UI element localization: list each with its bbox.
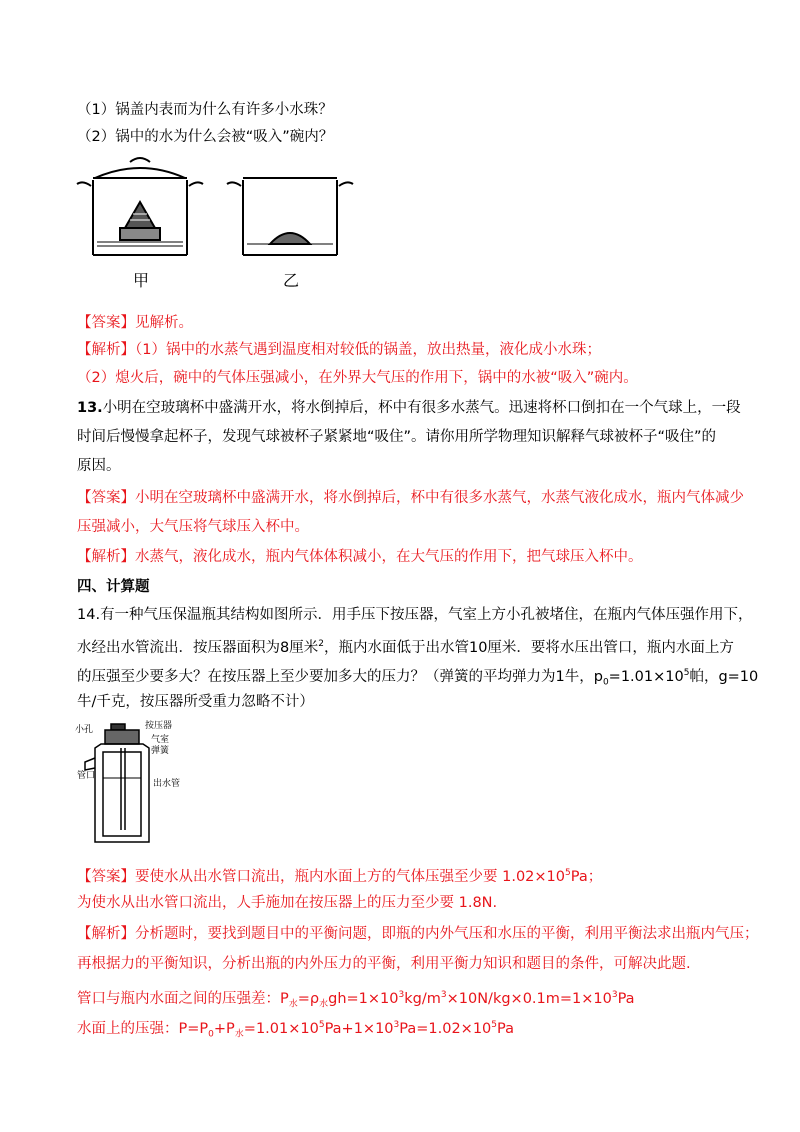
q14-answer-line2: 为使水从出水管口流出，人手施加在按压器上的压力至少要 1.8N. [77,895,498,911]
q13-line2: 时间后慢慢拿起杯子，发现气球被杯子紧紧地“吸住”。请你用所学物理知识解释气球被杯子“吸住”的 [77,429,717,445]
section-title: 四、计算题 [77,579,150,595]
formula-sup: 5 [491,1020,498,1030]
formula-part: Pa=1.02×10 [399,1020,492,1037]
pot-yi-drawing [227,178,353,255]
pot-figures [75,150,375,285]
q12-answer [77,313,193,333]
q14-line3-rest: 帕，g=10 [689,668,759,685]
q13-answer-line2: 压强减小，大气压将气球压入杯中。 [77,519,309,535]
q14-line3-text: 的压强至少要多大？在按压器上至少要加多大的压力？（弹簧的平均弹力为1牛，p [77,668,603,685]
analysis-text: （1）锅中的水蒸气遇到温度相对较低的锅盖，放出热量，液化成小水珠； [135,342,601,358]
formula-sub: 水 [319,999,329,1010]
formula-part: ×10N/kg×0.1m=1×10 [446,990,612,1007]
answer-unit: Pa； [570,868,603,885]
formula-part: Pa+1×10 [324,1020,394,1037]
q13-line1 [77,398,741,418]
label-presser: 按压器 [145,721,173,731]
formula-part: Pa [497,1020,514,1037]
answer-text: 小明在空玻璃杯中盛满开水，将水倒掉后，杯中有很多水蒸气，水蒸气液化成水，瓶内气体减少 [135,490,744,506]
q14-line2 [77,634,734,658]
formula-part: gh=1×10 [328,990,399,1007]
label-spring: 弹簧 [151,746,170,756]
formula-part: =1.01×10 [243,1020,319,1037]
analysis-tag: 【解析】 [77,342,135,358]
q14-line2-text: 水经出水管流出．按压器面积为8厘米 [77,639,319,656]
q14-analysis-line1 [77,924,759,944]
pot-jia-drawing [77,158,203,255]
q13-analysis [77,547,643,567]
analysis-tag: 【解析】 [77,926,135,942]
q13-answer-line1 [77,488,744,508]
question-text: 有一种气压保温瓶其结构如图所示．用手压下按压器，气室上方小孔被堵住，在瓶内气体压强作用下， [100,607,753,623]
formula-part: =ρ [297,990,320,1007]
q14-answer-line1 [77,863,602,887]
question-text: 小明在空玻璃杯中盛满开水，将水倒掉后，杯中有很多水蒸气。迅速将杯口倒扣在一个气球上，一段 [102,400,741,416]
q14-line1 [77,605,753,625]
label-hole: 小孔 [75,725,94,735]
formula-sup: 3 [393,1020,400,1030]
formula-sup: 3 [398,990,405,1000]
q14-line4: 牛/千克，按压器所受重力忽略不计） [77,694,314,710]
question-number: 14. [77,607,101,623]
answer-sup: 5 [565,868,571,878]
formula-sub: 水 [288,999,298,1010]
q12-analysis-line1 [77,340,601,360]
label-outlet: 出水管 [153,779,181,789]
formula-part: kg/m [404,990,441,1007]
label-nozzle: 管口 [77,771,96,781]
answer-tag: 【答案】 [77,490,135,506]
formula-sub: 0 [208,1029,214,1040]
answer-text: 要使水从出水管口流出，瓶内水面上方的气体压强至少要 1.02×10 [135,868,565,885]
figure-label-jia: 甲 [133,271,150,290]
formula-part: +P [213,1020,235,1037]
thermos-figure [75,718,195,848]
q14-line2-rest: ，瓶内水面低于出水管10厘米．要将水压出管口，瓶内水面上方 [323,639,734,656]
formula-part: 管口与瓶内水面之间的压强差：P [77,990,289,1007]
q14-line2-sup: 2 [318,639,324,649]
formula-sup: 5 [318,1020,325,1030]
formula-part: 水面上的压强：P=P [77,1020,209,1037]
answer-tag: 【答案】 [77,315,135,331]
analysis-tag: 【解析】 [77,549,135,565]
q12-sub2: （2）锅中的水为什么会被“吸入”碗内？ [77,129,334,145]
q14-line3-sub: 0 [602,677,609,688]
q12-sub1: （1）锅盖内表而为什么有许多小水珠？ [77,102,333,118]
formula-sup: 3 [440,990,447,1000]
analysis-text: 水蒸气，液化成水，瓶内气体体积减小，在大气压的作用下，把气球压入杯中。 [135,549,643,565]
q14-analysis-line3 [77,985,635,1015]
q14-analysis-line4 [77,1015,514,1045]
q13-line3: 原因。 [77,458,121,474]
label-chamber: 气室 [151,735,170,745]
q14-line3-value: =1.01×10 [608,668,684,685]
q12-analysis-line2: （2）熄火后，碗中的气体压强减小，在外界大气压的作用下，锅中的水被“吸入”碗内。 [77,370,638,386]
analysis-text: 分析题时，要找到题目中的平衡问题，即瓶的内外气压和水压的平衡，利用平衡法求出瓶内气压； [135,926,759,942]
q14-line3-sup: 5 [683,668,690,678]
question-number: 13. [77,400,103,416]
formula-sub: 水 [234,1029,244,1040]
formula-sup: 3 [611,990,618,1000]
figure-label-yi: 乙 [283,271,300,290]
q14-analysis-line2: 再根据力的平衡知识，分析出瓶的内外压力的平衡，利用平衡力知识和题目的条件，可解决此题. [77,956,691,972]
q14-line3 [77,663,758,693]
answer-tag: 【答案】 [77,868,135,885]
answer-text: 见解析。 [135,315,193,331]
formula-part: Pa [617,990,635,1007]
